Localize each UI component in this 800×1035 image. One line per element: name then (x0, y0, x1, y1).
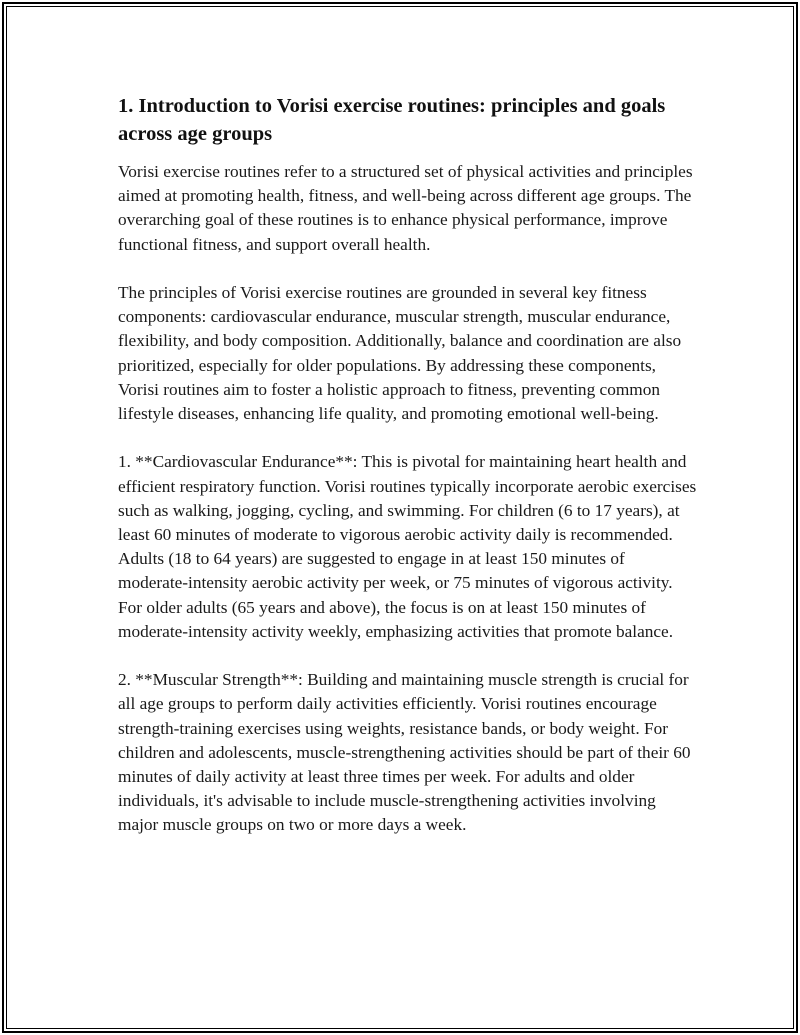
paragraph-intro: Vorisi exercise routines refer to a structured set of physical activities and principles aimed at promoting health, fitness, and well-being across different age groups. The overarching goal of these routines is to enhance physical performance, improve functional fitness, and support overall health. (118, 162, 693, 254)
paragraph-cardiovascular-endurance: 1. **Cardiovascular Endurance**: This is pivotal for maintaining heart health and efficient respiratory function. Vorisi routines typically incorporate aerobic exercises such as walking, jogging, cycling, and swimming. For children (6 to 17 years), at least 60 minutes of moderate to vigorous aerobic activity daily is recommended. Adults (18 to 64 years) are suggested to engage in at least 150 minutes of moderate-intensity aerobic activity per week, or 75 minutes of vigorous activity. For older adults (65 years and above), the focus is on at least 150 minutes of moderate-intensity activity weekly, emphasizing activities that promote balance. (118, 452, 697, 641)
section-heading: 1. Introduction to Vorisi exercise routines: principles and goals across age groups (118, 95, 666, 145)
paragraph-principles: The principles of Vorisi exercise routines are grounded in several key fitness components: cardiovascular endurance, muscular strength, muscular endurance, flexibility, and body composition. Additionally, balance and coordination are also prioritized, especially for older populations. By addressing these components, Vorisi routines aim to foster a holistic approach to fitness, preventing common lifestyle diseases, enhancing life quality, and promoting emotional well-being. (118, 283, 682, 424)
paragraph-muscular-strength: 2. **Muscular Strength**: Building and maintaining muscle strength is crucial for all age groups to perform daily activities efficiently. Vorisi routines encourage strength-training exercises using weights, resistance bands, or body weight. For children and adolescents, muscle-strengthening activities should be part of their 60 minutes of daily activity at least three times per week. For adults and older individuals, it's advisable to include muscle-strengthening activities involving major muscle groups on two or more days a week. (118, 670, 691, 835)
document-body (118, 92, 698, 862)
